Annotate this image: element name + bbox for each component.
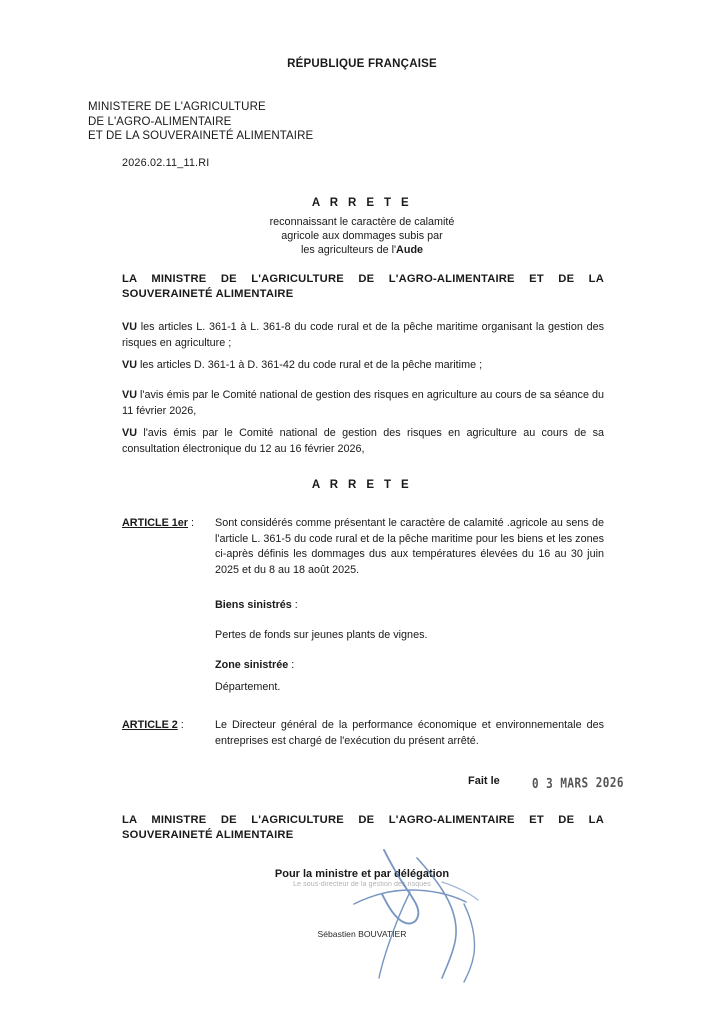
ministry-block [88,100,313,144]
vu-text-2: les articles D. 361-1 à D. 361-42 du code rural et de la pêche maritime ; [137,359,483,371]
minister-heading-bottom [122,813,604,843]
vu-text-3: l'avis émis par le Comité national de gestion des risques en agriculture au cours de sa séance du 11 février 2026, [122,389,604,417]
minister-heading-bottom-line-2: SOUVERAINETÉ ALIMENTAIRE [122,829,294,841]
article-1-label [122,516,194,532]
fait-le-label: Fait le [468,775,500,787]
vu-prefix-2: VU [122,359,137,371]
vu-clause-1 [122,320,604,351]
decree-subtitle-line-1: reconnaissant le caractère de calamité [269,216,455,228]
vu-clause-3 [122,388,604,419]
biens-sinistres-colon: : [291,599,298,611]
vu-text-1: les articles L. 361-1 à L. 361-8 du code rural et de la pêche maritime organisant la gestion des risques en agriculture ; [122,321,604,349]
vu-prefix-3: VU [122,389,137,401]
article-2-colon: : [177,719,184,731]
decree-subtitle-line-2: agricole aux dommages subis par [281,230,443,242]
reference-number: 2026.02.11_11.RI [122,157,210,169]
decree-subtitle-prefix: les agriculteurs de l' [300,244,397,256]
article-1-body: Sont considérés comme présentant le caractère de calamité .agricole au sens de l'article L. 361-5 du code rural et de la pêche maritime pour les biens et les zones ci-après définis les dommages dus aux températures élevées du 16 au 30 juin 2025 et du 8 au 18 août 2025. [215,517,604,576]
article-1-colon: : [188,517,194,529]
date-stamp: 0 3 MARS 2026 [531,774,625,792]
biens-sinistres-value: Pertes de fonds sur jeunes plants de vignes. [215,629,428,641]
article-1 [122,516,604,578]
ministry-line-2: DE L'AGRO-ALIMENTAIRE [88,115,232,128]
zone-sinistree-heading [215,658,294,674]
minister-heading-top-line-2: SOUVERAINETÉ ALIMENTAIRE [122,288,294,300]
biens-sinistres-label: Biens sinistrés [215,599,292,611]
republique-francaise-header: RÉPUBLIQUE FRANÇAISE [287,58,437,70]
article-1-label-text: ARTICLE 1er [122,517,188,529]
decree-subtitle [0,215,724,257]
minister-heading-bottom-line-1: LA MINISTRE DE L'AGRICULTURE DE L'AGRO-ALIMENTAIRE ET DE LA [122,814,604,826]
decree-title-block [0,197,724,257]
zone-sinistree-colon: : [288,659,295,671]
vu-text-4: l'avis émis par le Comité national de gestion des risques en agriculture au cours de sa consultation électronique du 12 au 16 février 2026, [122,427,604,455]
minister-heading-top-line-1: LA MINISTRE DE L'AGRICULTURE DE L'AGRO-ALIMENTAIRE ET DE LA [122,273,604,285]
signatory-name: Sébastien BOUVATIER [317,929,407,939]
article-2-label-text: ARTICLE 2 [122,719,178,731]
delegation-subtitle: Le sous-directeur de la gestion des risques [293,881,431,888]
zone-sinistree-label: Zone sinistrée [215,659,289,671]
ministry-line-3: ET DE LA SOUVERAINETÉ ALIMENTAIRE [88,130,314,142]
vu-prefix-4: VU [122,427,137,439]
vu-prefix-1: VU [122,321,137,333]
article-2-label [122,718,184,734]
article-2 [122,718,604,749]
delegation-text: Pour la ministre et par délégation [274,868,450,880]
vu-clause-4 [122,426,604,457]
decree-subtitle-line-3 [0,243,724,257]
vu-clause-2 [122,358,604,374]
minister-heading-top [122,272,604,302]
decree-title: A R R E T E [311,197,413,209]
article-2-body: Le Directeur général de la performance économique et environnementale des entreprises est chargé de l'exécution du présent arrêté. [215,719,604,747]
ministry-line-1: MINISTERE DE L'AGRICULTURE [88,101,266,113]
biens-sinistres-heading [215,598,298,614]
arrete-section-heading: A R R E T E [311,479,413,491]
department-name: Aude [396,244,424,256]
zone-sinistree-value: Département. [215,681,281,693]
